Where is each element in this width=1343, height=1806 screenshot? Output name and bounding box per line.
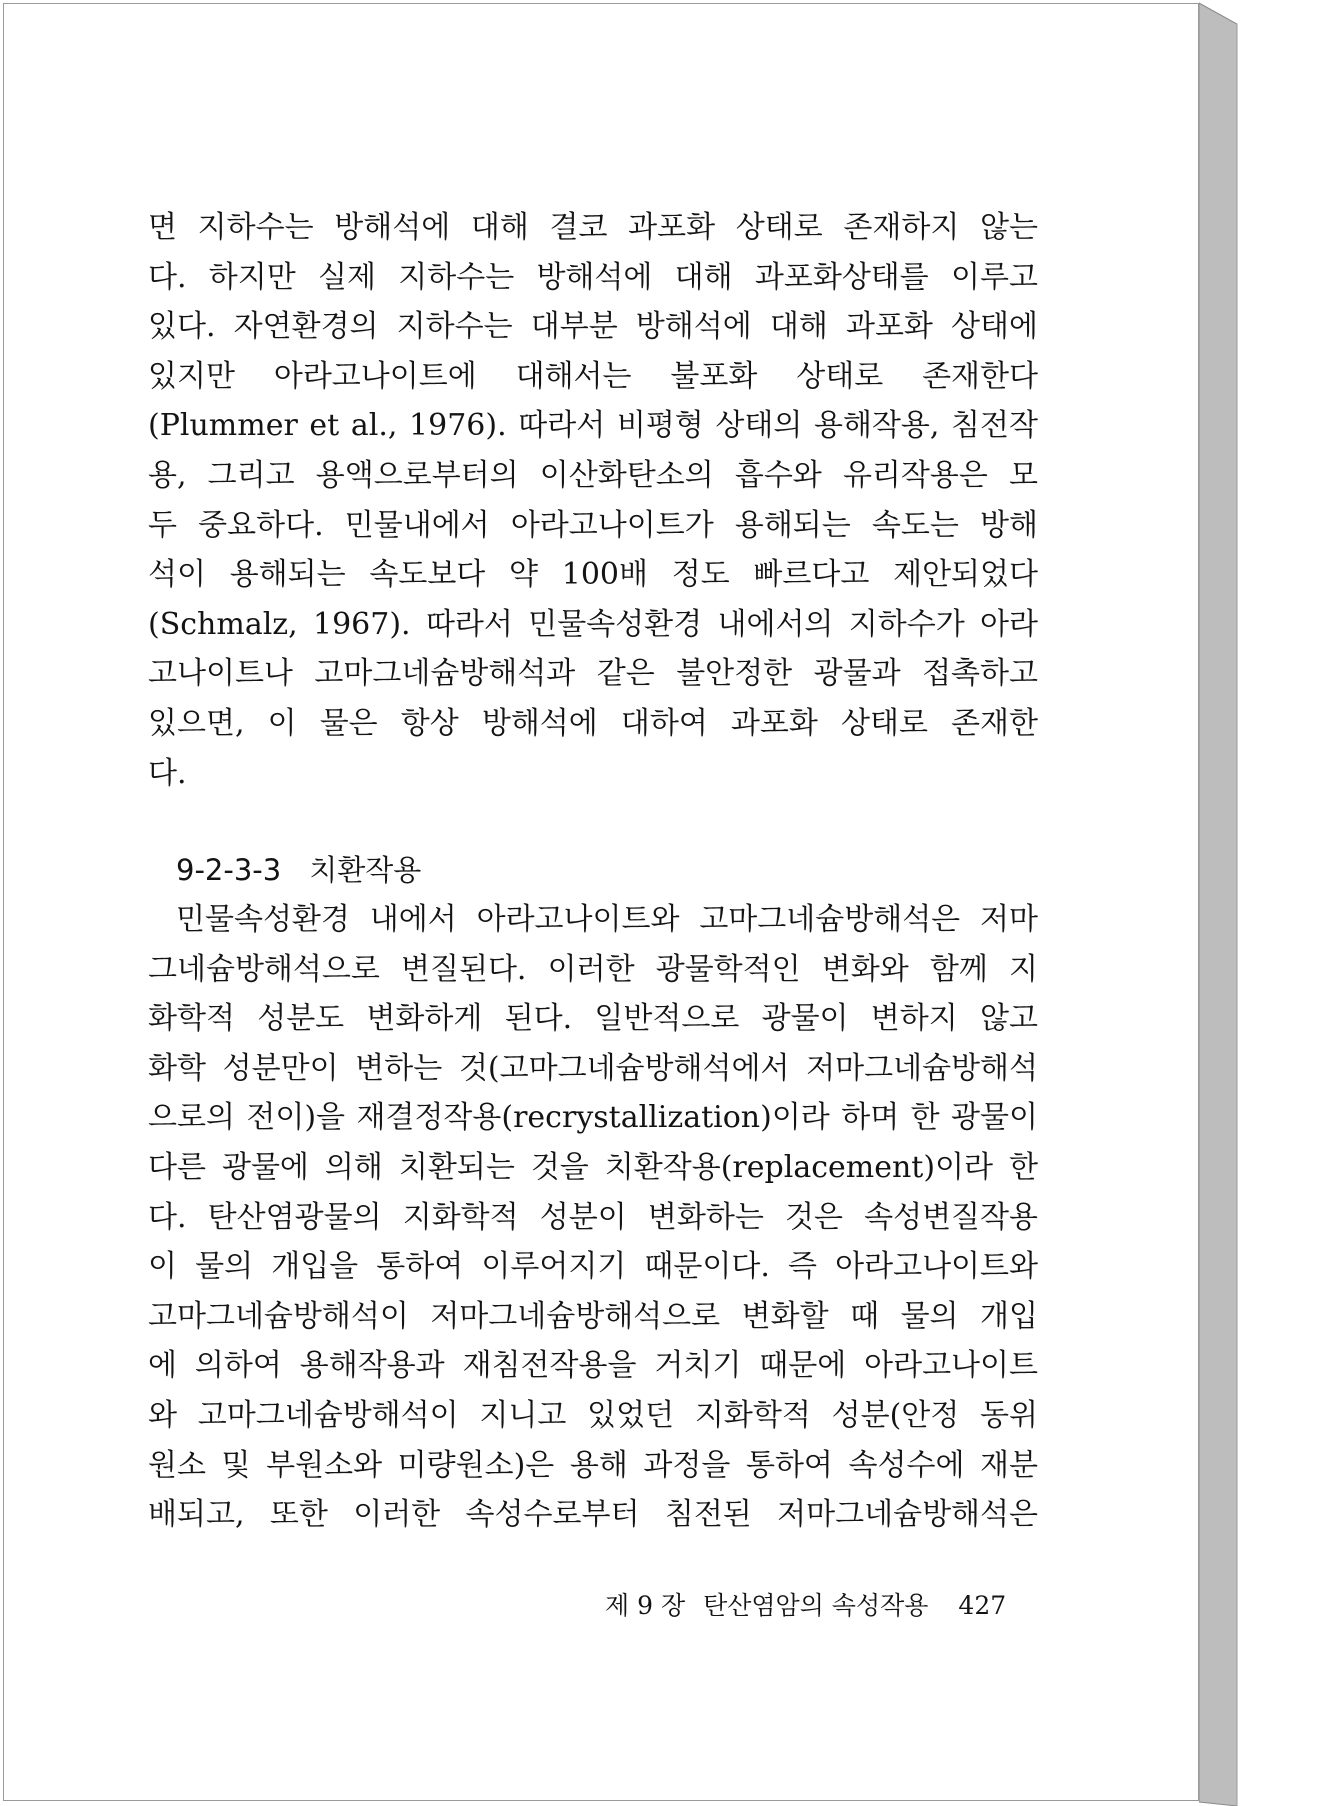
text-line: 있다. 자연환경의 지하수는 대부분 방해석에 대해 과포화 상태에: [148, 309, 1038, 345]
footer-chapter: 제 9 장: [605, 1591, 686, 1620]
text-line: 다. 하지만 실제 지하수는 방해석에 대해 과포화상태를 이루고: [148, 259, 1038, 295]
paragraph-2: [148, 895, 1038, 1540]
running-footer: [605, 1586, 1006, 1626]
text-line: 다.: [148, 755, 187, 791]
text-line: 화학 성분만이 변하는 것(고마그네슘방해석에서 저마그네슘방해석: [148, 1050, 1038, 1086]
text-line: 화학적 성분도 변화하게 된다. 일반적으로 광물이 변하지 않고: [148, 1001, 1038, 1037]
text-line: 배되고, 또한 이러한 속성수로부터 침전된 저마그네슘방해석은: [148, 1497, 1038, 1533]
section-heading: [176, 845, 421, 895]
text-line: 있으면, 이 물은 항상 방해석에 대하여 과포화 상태로 존재한: [148, 705, 1038, 741]
footer-chapter-title: 탄산염암의 속성작용: [703, 1591, 929, 1620]
text-line: 두 중요하다. 민물내에서 아라고나이트가 용해되는 속도는 방해: [148, 507, 1038, 543]
text-line: 으로의 전이)을 재결정작용(recrystallization)이라 하며 한 광물이: [148, 1100, 1038, 1136]
text-line: (Plummer et al., 1976). 따라서 비평형 상태의 용해작용, 침전작: [148, 408, 1038, 444]
text-line: 면 지하수는 방해석에 대해 결코 과포화 상태로 존재하지 않는: [148, 210, 1038, 245]
text-line: 민물속성환경 내에서 아라고나이트와 고마그네슘방해석은 저마: [176, 902, 1038, 937]
text-line: 있지만 아라고나이트에 대해서는 불포화 상태로 존재한다: [148, 358, 1038, 394]
text-line: 고나이트나 고마그네슘방해석과 같은 불안정한 광물과 접촉하고: [148, 656, 1038, 692]
page-number: 427: [958, 1591, 1007, 1620]
section-title: 치환작용: [309, 853, 422, 887]
page-stack-edge: [1199, 0, 1343, 1806]
text-line: 이 물의 개입을 통하여 이루어지기 때문이다. 즉 아라고나이트와: [148, 1249, 1038, 1285]
text-line: 에 의하여 용해작용과 재침전작용을 거치기 때문에 아라고나이트: [148, 1348, 1038, 1384]
text-line: 와 고마그네슘방해석이 지니고 있었던 지화학적 성분(안정 동위: [148, 1397, 1038, 1433]
text-line: 용, 그리고 용액으로부터의 이산화탄소의 흡수와 유리작용은 모: [148, 457, 1038, 493]
text-line: 다. 탄산염광물의 지화학적 성분이 변화하는 것은 속성변질작용: [148, 1199, 1038, 1235]
text-line: 석이 용해되는 속도보다 약 100배 정도 빠르다고 제안되었다: [148, 557, 1038, 593]
paragraph-1: [148, 203, 1038, 798]
section-number: 9-2-3-3: [176, 853, 282, 887]
text-line: 그네슘방해석으로 변질된다. 이러한 광물학적인 변화와 함께 지: [148, 951, 1038, 987]
text-line: 고마그네슘방해석이 저마그네슘방해석으로 변화할 때 물의 개입: [148, 1298, 1038, 1334]
text-line: (Schmalz, 1967). 따라서 민물속성환경 내에서의 지하수가 아라: [148, 606, 1038, 642]
text-line: 다른 광물에 의해 치환되는 것을 치환작용(replacement)이라 한: [148, 1149, 1038, 1185]
text-line: 원소 및 부원소와 미량원소)은 용해 과정을 통하여 속성수에 재분: [148, 1447, 1038, 1483]
